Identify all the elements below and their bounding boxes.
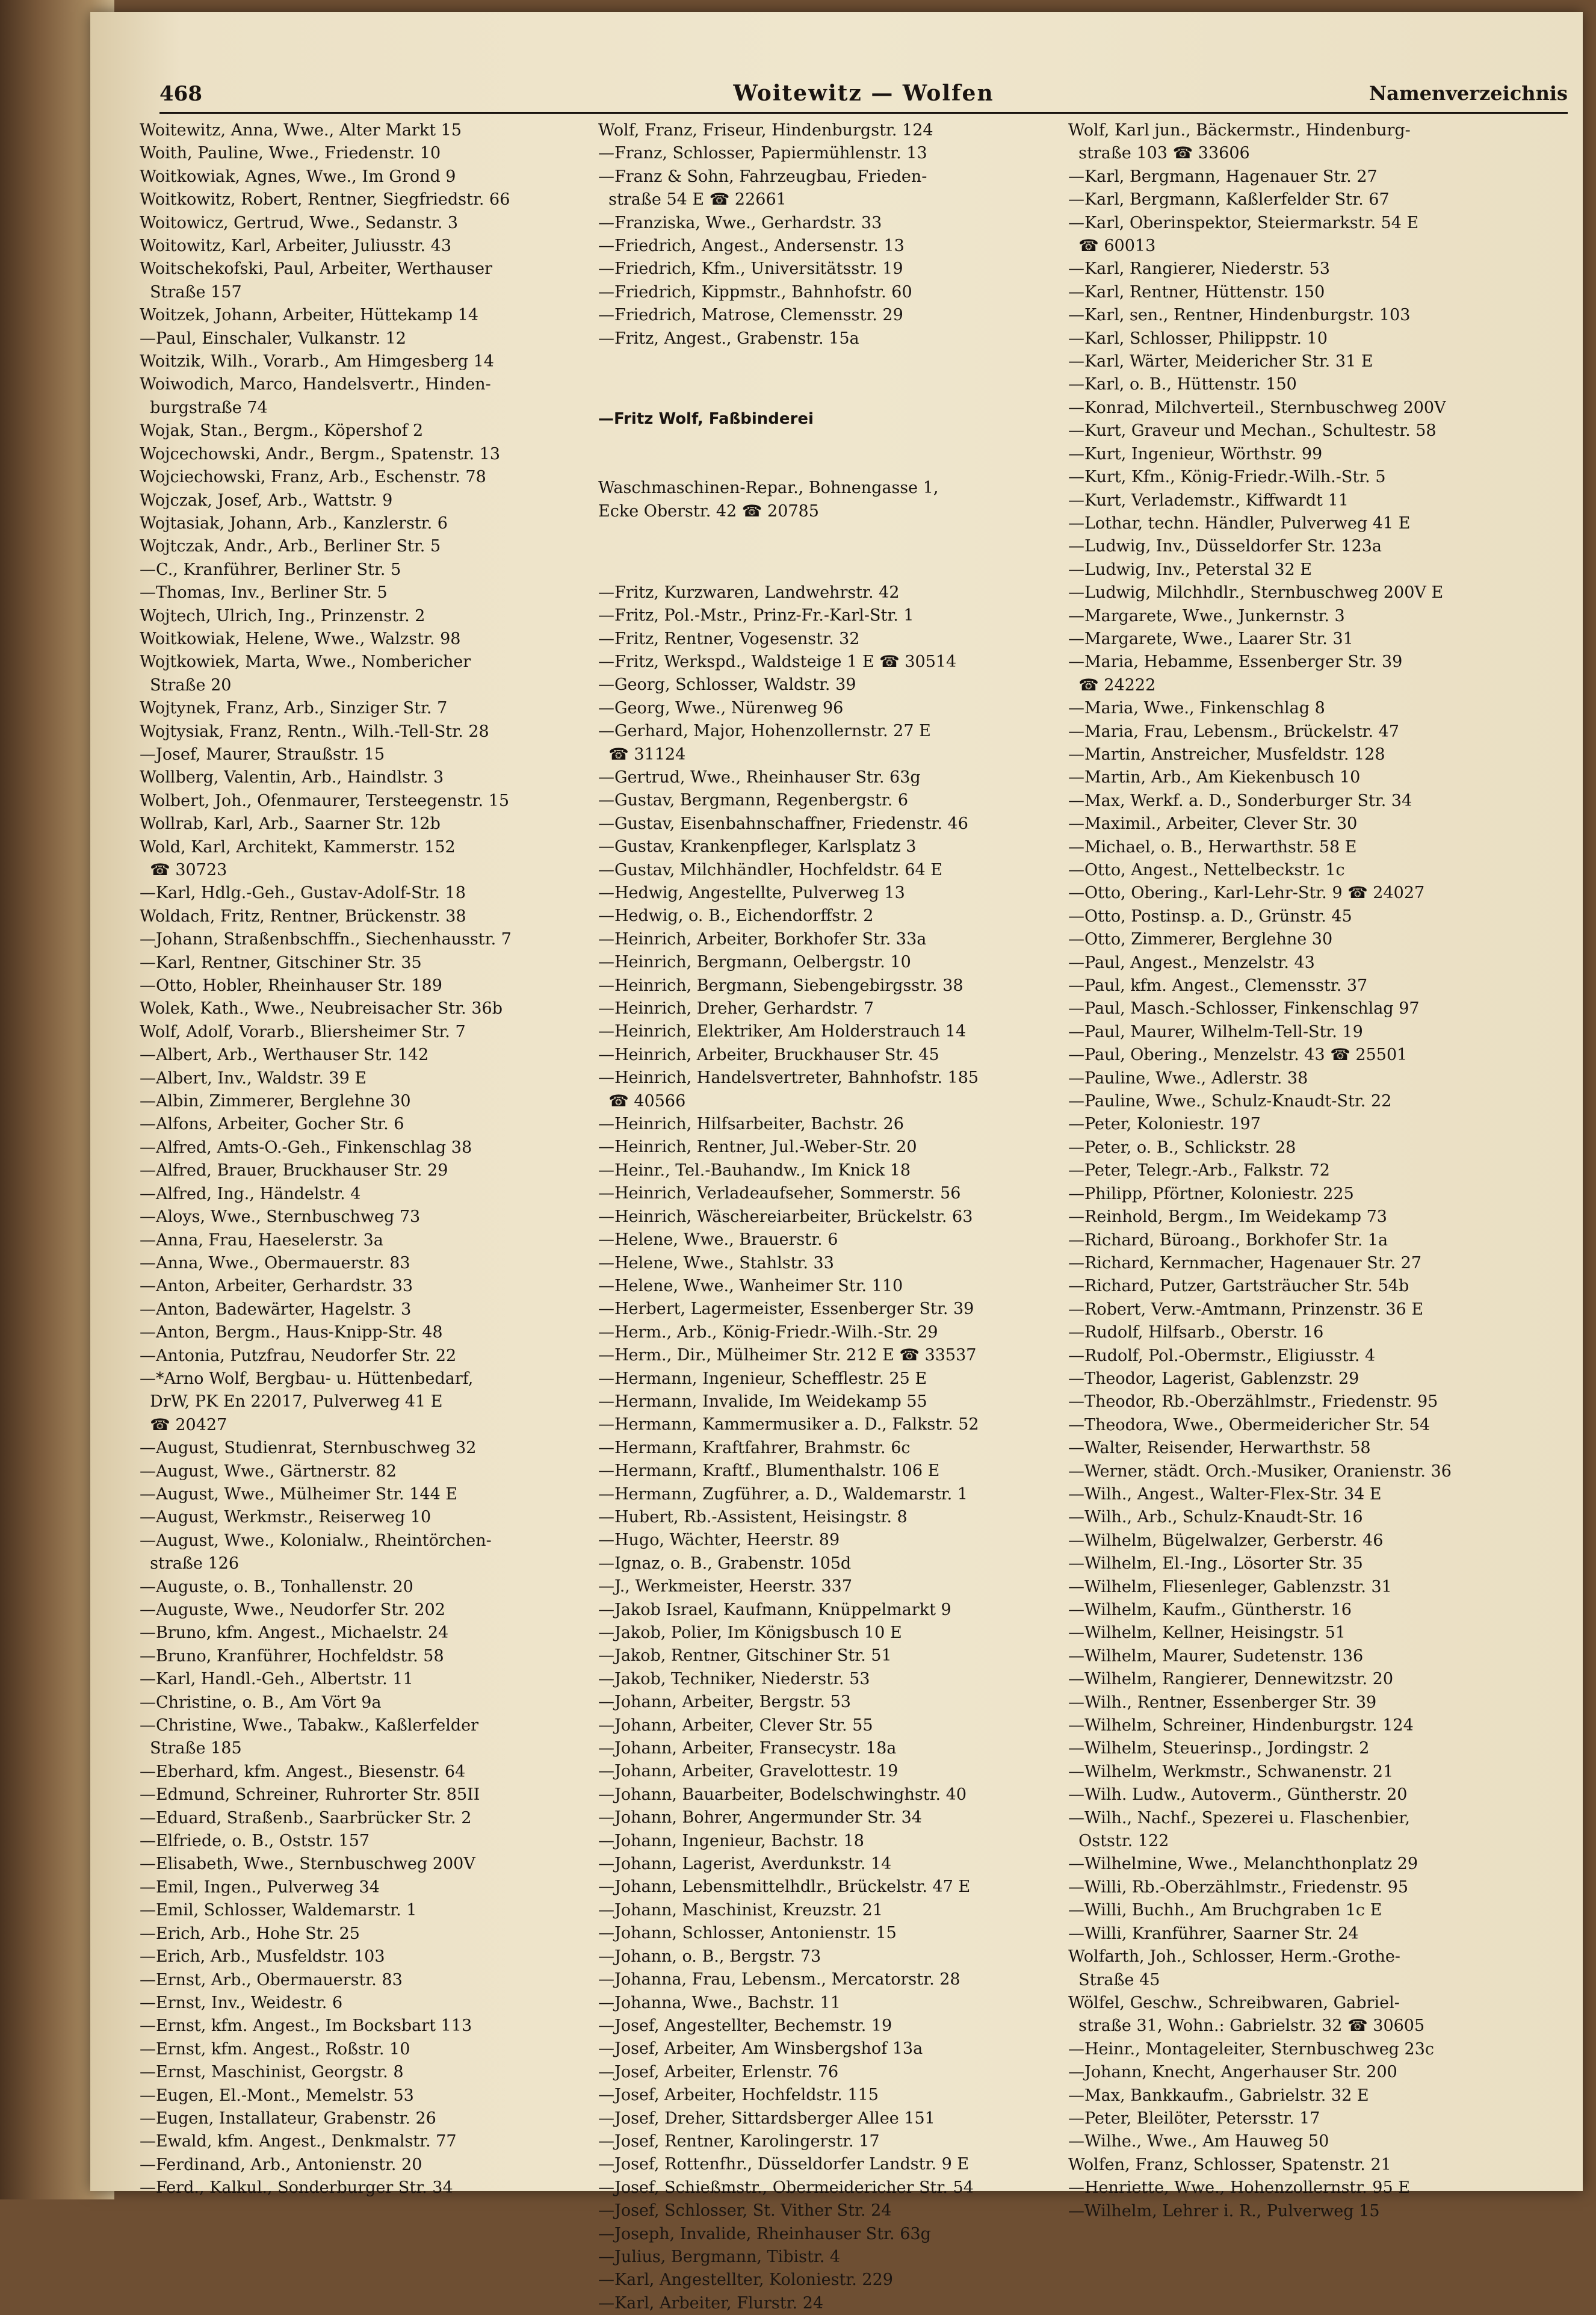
directory-entry-line: —Edmund, Schreiner, Ruhrorter Str. 85II	[140, 1785, 480, 1805]
directory-entry-line: Wollberg, Valentin, Arb., Haindlstr. 3	[140, 768, 444, 787]
directory-entry-line: —Alfred, Amts-O.-Geh., Finkenschlag 38	[140, 1138, 472, 1157]
directory-entry-line: —Wilhelm, Werkmstr., Schwanenstr. 21	[1068, 1762, 1394, 1781]
directory-entry-line: —Robert, Verw.-Amtmann, Prinzenstr. 36 E	[1068, 1300, 1424, 1319]
directory-entry-line: —Friedrich, Matrose, Clemensstr. 29	[598, 306, 903, 325]
directory-entry-line: —Bruno, kfm. Angest., Michaelstr. 24	[140, 1623, 449, 1643]
directory-entry-line: —Johann, Lebensmittelhdlr., Brückelstr. 47 E	[598, 1877, 971, 1897]
directory-entry-line: —Otto, Hobler, Rheinhauser Str. 189	[140, 976, 442, 996]
directory-entry-line: —Jakob, Techniker, Niederstr. 53	[598, 1669, 870, 1688]
directory-entry-line: —Josef, Rentner, Karolingerstr. 17	[598, 2131, 880, 2151]
directory-entry-line: —Johann, Bauarbeiter, Bodelschwinghstr. 40	[598, 1785, 967, 1804]
directory-entry-line: —Paul, Angest., Menzelstr. 43	[1068, 953, 1315, 972]
directory-entry-line: —Wilh., Rentner, Essenberger Str. 39	[1068, 1693, 1377, 1712]
directory-entry-line: —Karl, Bergmann, Hagenauer Str. 27	[1068, 167, 1378, 186]
directory-entry-line: straße 31, Wohn.: Gabrielstr. 32 ☎ 30605	[1068, 2016, 1425, 2036]
directory-entry-line: —Paul, Obering., Menzelstr. 43 ☎ 25501	[1068, 1046, 1408, 1065]
directory-entry-line: ☎ 40566	[598, 1091, 686, 1111]
directory-entry-line: —Theodor, Lagerist, Gablenzstr. 29	[1068, 1369, 1359, 1388]
directory-entry-line: —Fritz, Angest., Grabenstr. 15a	[598, 329, 859, 348]
directory-entry-line: —C., Kranführer, Berliner Str. 5	[140, 560, 401, 579]
directory-entry-line: —Alfred, Brauer, Bruckhauser Str. 29	[140, 1161, 448, 1180]
directory-entry-line: —Emil, Schlosser, Waldemarstr. 1	[140, 1901, 417, 1920]
directory-entry-line: Wojtynek, Franz, Arb., Sinziger Str. 7	[140, 699, 448, 718]
directory-entry-line: —Johanna, Frau, Lebensm., Mercatorstr. 28	[598, 1970, 960, 1989]
directory-entry-line: —Eduard, Straßenb., Saarbrücker Str. 2	[140, 1808, 472, 1827]
directory-entry-line: —Otto, Postinsp. a. D., Grünstr. 45	[1068, 906, 1352, 926]
directory-entry-line: —Johann, Arbeiter, Clever Str. 55	[598, 1715, 873, 1735]
directory-entry-line: —Eugen, Installateur, Grabenstr. 26	[140, 2109, 436, 2128]
directory-entry-line: —August, Werkmstr., Reiserweg 10	[140, 1508, 431, 1527]
directory-entry-line: —*Arno Wolf, Bergbau- u. Hüttenbedarf,	[140, 1369, 474, 1388]
directory-entry-line: —Hermann, Kraftf., Blumenthalstr. 106 E	[598, 1461, 940, 1481]
directory-entry-line: —Thomas, Inv., Berliner Str. 5	[140, 583, 388, 603]
directory-entry-line: —Hedwig, Angestellte, Pulverweg 13	[598, 884, 905, 902]
directory-entry-line: —Reinhold, Bergm., Im Weidekamp 73	[1068, 1207, 1387, 1227]
directory-entry-line: —Hermann, Invalide, Im Weidekamp 55	[598, 1392, 927, 1411]
directory-entry-line: —Wilh. Ludw., Autoverm., Güntherstr. 20	[1068, 1785, 1408, 1805]
directory-entry-line: straße 54 E ☎ 22661	[598, 190, 787, 209]
directory-entry-line: —Margarete, Wwe., Laarer Str. 31	[1068, 629, 1353, 648]
directory-entry-line: Straße 157	[140, 282, 242, 302]
directory-entry-line: Straße 20	[140, 675, 232, 695]
directory-entry-line: —Ernst, Inv., Weidestr. 6	[140, 1993, 343, 2012]
directory-entry-line: —Jakob, Rentner, Gitschiner Str. 51	[598, 1646, 892, 1666]
column-2-entries-before-ad	[598, 119, 1056, 350]
directory-entry-line: —Heinrich, Verladeaufseher, Sommerstr. 56	[598, 1184, 961, 1203]
directory-entry-line: —Maximil., Arbeiter, Clever Str. 30	[1068, 814, 1358, 834]
directory-entry-line: —Karl, o. B., Hüttenstr. 150	[1068, 375, 1297, 394]
directory-entry-line: —Karl, Arbeiter, Flurstr. 24	[598, 2293, 824, 2313]
directory-entry-line: —Otto, Zimmerer, Berglehne 30	[1068, 930, 1333, 949]
page-number: 468	[159, 82, 202, 106]
directory-entry-line: —Wilhelm, Kaufm., Güntherstr. 16	[1068, 1601, 1352, 1619]
directory-entry-line: —Peter, Koloniestr. 197	[1068, 1115, 1261, 1134]
directory-entry-line: —Wilhe., Wwe., Am Hauweg 50	[1068, 2132, 1329, 2151]
directory-entry-line: —Ludwig, Milchhdlr., Sternbuschweg 200V E	[1068, 583, 1444, 603]
directory-entry-line: —Lothar, techn. Händler, Pulverweg 41 E	[1068, 513, 1411, 533]
directory-entry-line: DrW, PK En 22017, Pulverweg 41 E	[140, 1392, 443, 1412]
directory-entry-line: —Wilh., Nachf., Spezerei u. Flaschenbier,	[1068, 1808, 1410, 1827]
directory-entry-line: —August, Studienrat, Sternbuschweg 32	[140, 1439, 477, 1458]
directory-entry-line: Wojtysiak, Franz, Rentn., Wilh.-Tell-Str. 28	[140, 722, 489, 741]
directory-entry-line: —Antonia, Putzfrau, Neudorfer Str. 22	[140, 1346, 457, 1365]
directory-entry-line: —Max, Werkf. a. D., Sonderburger Str. 34	[1068, 791, 1412, 810]
directory-entry-line: —Jakob, Polier, Im Königsbusch 10 E	[598, 1623, 902, 1642]
directory-entry-line: —Bruno, Kranführer, Hochfeldstr. 58	[140, 1646, 444, 1666]
directory-entry-line: —Wilhelmine, Wwe., Melanchthonplatz 29	[1068, 1855, 1418, 1874]
directory-entry-line: —Johann, o. B., Bergstr. 73	[598, 1947, 821, 1966]
directory-entry-line: —Heinrich, Handelsvertreter, Bahnhofstr. 185	[598, 1068, 979, 1088]
directory-entry-line: Wölfel, Geschw., Schreibwaren, Gabriel-	[1068, 1993, 1400, 2012]
directory-entry-line: —Max, Bankkaufm., Gabrielstr. 32 E	[1068, 2086, 1369, 2105]
directory-entry-line: Wojtasiak, Johann, Arb., Kanzlerstr. 6	[140, 513, 448, 533]
directory-entry-line: —Maria, Wwe., Finkenschlag 8	[1068, 699, 1325, 718]
directory-entry-line: —Johann, Ingenieur, Bachstr. 18	[598, 1831, 864, 1850]
directory-entry-line: —Josef, Schießmstr., Obermeidericher Str. 54	[598, 2178, 974, 2197]
directory-entry-line: —Konrad, Milchverteil., Sternbuschweg 200V	[1068, 398, 1446, 417]
directory-entry-line: —Martin, Arb., Am Kiekenbusch 10	[1068, 768, 1361, 787]
directory-entry-line: —Richard, Büroang., Borkhofer Str. 1a	[1068, 1230, 1388, 1250]
directory-entry-line: —Johann, Schlosser, Antonienstr. 15	[598, 1924, 897, 1943]
directory-entry-line: —Ernst, Maschinist, Georgstr. 8	[140, 2063, 404, 2082]
directory-entry-line: —Albert, Inv., Waldstr. 39 E	[140, 1068, 367, 1088]
directory-entry-line: —Albert, Arb., Werthauser Str. 142	[140, 1046, 429, 1065]
directory-entry-line: —Friedrich, Angest., Andersenstr. 13	[598, 237, 905, 256]
directory-entry-line: —Albin, Zimmerer, Berglehne 30	[140, 1092, 411, 1111]
directory-entry-line: ☎ 30723	[140, 861, 227, 879]
directory-entry-line: —Ferdinand, Arb., Antonienstr. 20	[140, 2155, 422, 2174]
directory-entry-line: —Johann, Arbeiter, Bergstr. 53	[598, 1693, 851, 1712]
directory-entry-line: —Kurt, Graveur und Mechan., Schultestr. 58	[1068, 421, 1437, 441]
directory-entry-line: —Peter, Bleilöter, Petersstr. 17	[1068, 2109, 1320, 2128]
directory-entry-line: —Helene, Wwe., Wanheimer Str. 110	[598, 1276, 903, 1295]
directory-entry-line: —Johann, Maschinist, Kreuzstr. 21	[598, 1900, 883, 1920]
directory-entry-line: —Erich, Arb., Hohe Str. 25	[140, 1924, 360, 1943]
directory-entry-line: —Wilhelm, Fliesenleger, Gablenzstr. 31	[1068, 1577, 1392, 1596]
directory-entry-line: —Heinrich, Arbeiter, Borkhofer Str. 33a	[598, 929, 927, 949]
directory-entry-line: —Margarete, Wwe., Junkernstr. 3	[1068, 606, 1345, 625]
directory-entry-line: —Franz & Sohn, Fahrzeugbau, Frieden-	[598, 167, 927, 186]
directory-entry-line: Wojtech, Ulrich, Ing., Prinzenstr. 2	[140, 606, 425, 625]
ad-text	[598, 477, 1056, 523]
directory-entry-line: —Heinr., Tel.-Bauhandw., Im Knick 18	[598, 1161, 911, 1180]
directory-entry-line: —Wilhelm, Bügelwalzer, Gerberstr. 46	[1068, 1531, 1384, 1550]
directory-entry-line: —Wilhelm, El.-Ing., Lösorter Str. 35	[1068, 1554, 1363, 1573]
directory-entry-line: —Heinrich, Elektriker, Am Holderstrauch 14	[598, 1022, 967, 1041]
directory-entry-line: —Richard, Kernmacher, Hagenauer Str. 27	[1068, 1253, 1421, 1272]
directory-entry-line: Woitkowiak, Agnes, Wwe., Im Grond 9	[140, 167, 456, 186]
directory-entry-line: —Paul, Masch.-Schlosser, Finkenschlag 97	[1068, 999, 1420, 1018]
directory-entry-line: —Heinrich, Bergmann, Siebengebirgsstr. 38	[598, 976, 963, 995]
directory-entry-line: —Martin, Anstreicher, Musfeldstr. 128	[1068, 745, 1385, 764]
directory-entry-line: —Emil, Ingen., Pulverweg 34	[140, 1877, 380, 1897]
directory-entry-line: —Karl, Schlosser, Philippstr. 10	[1068, 329, 1328, 348]
directory-entry-line: —Heinrich, Bergmann, Oelbergstr. 10	[598, 953, 911, 972]
directory-entry-line: —Ferd., Kalkul., Sonderburger Str. 34	[140, 2178, 453, 2198]
directory-entry-line: Wolbert, Joh., Ofenmaurer, Tersteegenstr. 15	[140, 791, 510, 810]
directory-entry-line: —Josef, Arbeiter, Hochfeldstr. 115	[598, 2086, 879, 2105]
directory-entry-line: —Herm., Arb., König-Friedr.-Wilh.-Str. 29	[598, 1322, 938, 1342]
directory-entry-line: —Fritz, Werkspd., Waldsteige 1 E ☎ 30514	[598, 652, 957, 671]
directory-entry-line: ☎ 31124	[598, 745, 686, 764]
directory-entry-line: —Karl, Handl.-Geh., Albertstr. 11	[140, 1670, 413, 1689]
directory-entry-line: —Karl, Rangierer, Niederstr. 53	[1068, 259, 1330, 279]
directory-entry-line: straße 126	[140, 1554, 240, 1573]
directory-entry-line: —Helene, Wwe., Stahlstr. 33	[598, 1253, 834, 1272]
directory-entry-line: —Josef, Dreher, Sittardsberger Allee 151	[598, 2109, 935, 2128]
directory-entry-line: —Johann, Arbeiter, Gravelottestr. 19	[598, 1762, 899, 1781]
directory-entry-line: —Kurt, Kfm., König-Friedr.-Wilh.-Str. 5	[1068, 468, 1386, 487]
directory-entry-line: —Heinrich, Arbeiter, Bruckhauser Str. 45	[598, 1045, 939, 1064]
directory-entry-line: —Theodora, Wwe., Obermeidericher Str. 54	[1068, 1415, 1431, 1434]
directory-entry-line: —Johanna, Wwe., Bachstr. 11	[598, 1993, 841, 2012]
directory-entry-line: —Hedwig, o. B., Eichendorffstr. 2	[598, 906, 874, 926]
directory-entry-line: —Walter, Reisender, Herwarthstr. 58	[1068, 1439, 1371, 1458]
directory-entry-line: —Josef, Schlosser, St. Vither Str. 24	[598, 2201, 892, 2220]
directory-entry-line: —Herbert, Lagermeister, Essenberger Str. 39	[598, 1300, 974, 1319]
directory-entry-line: —Wilhelm, Rangierer, Dennewitzstr. 20	[1068, 1670, 1394, 1689]
directory-entry-line: Wold, Karl, Architekt, Kammerstr. 152	[140, 837, 456, 857]
directory-entry-line: —Willi, Rb.-Oberzählmstr., Friedenstr. 95	[1068, 1877, 1409, 1897]
directory-entry-line: —Gustav, Bergmann, Regenbergstr. 6	[598, 791, 909, 810]
directory-entry-line: Woitkowitz, Robert, Rentner, Siegfriedstr. 66	[140, 190, 510, 209]
directory-entry-line: —Gustav, Krankenpfleger, Karlsplatz 3	[598, 837, 917, 857]
directory-entry-line: —Rudolf, Hilfsarb., Oberstr. 16	[1068, 1323, 1324, 1342]
directory-entry-line: —Christine, o. B., Am Vört 9a	[140, 1693, 382, 1712]
directory-entry-line: —Theodor, Rb.-Oberzählmstr., Friedenstr. 95	[1068, 1392, 1438, 1412]
directory-entry-line: —Gertrud, Wwe., Rheinhauser Str. 63g	[598, 767, 921, 787]
directory-entry-line: —Georg, Wwe., Nürenweg 96	[598, 698, 844, 717]
directory-entry-line: —Franziska, Wwe., Gerhardstr. 33	[598, 213, 882, 232]
directory-entry-line: —Eberhard, kfm. Angest., Biesenstr. 64	[140, 1762, 466, 1781]
directory-entry-line: —Paul, kfm. Angest., Clemensstr. 37	[1068, 976, 1368, 996]
directory-entry-line: —Otto, Obering., Karl-Lehr-Str. 9 ☎ 24027	[1068, 884, 1425, 903]
directory-entry-line: —Peter, o. B., Schlickstr. 28	[1068, 1138, 1296, 1157]
directory-entry-line: —Heinrich, Rentner, Jul.-Weber-Str. 20	[598, 1138, 917, 1157]
directory-entry-line: —Karl, Bergmann, Kaßlerfelder Str. 67	[1068, 190, 1390, 209]
directory-entry-line: —Eugen, El.-Mont., Memelstr. 53	[140, 2086, 414, 2105]
directory-entry-line: —Johann, Bohrer, Angermunder Str. 34	[598, 1808, 922, 1827]
directory-entry-line: Wojczak, Josef, Arb., Wattstr. 9	[140, 491, 393, 510]
directory-entry-line: Woitowicz, Gertrud, Wwe., Sedanstr. 3	[140, 213, 459, 232]
directory-entry-line: —Friedrich, Kfm., Universitätsstr. 19	[598, 259, 903, 279]
directory-entry-line: Wojtkowiek, Marta, Wwe., Nombericher	[140, 652, 471, 672]
directory-entry-line: Woitzik, Wilh., Vorarb., Am Himgesberg 14	[140, 352, 494, 371]
directory-entry-line: Wolf, Franz, Friseur, Hindenburgstr. 124	[598, 121, 933, 140]
directory-entry-line: —Peter, Telegr.-Arb., Falkstr. 72	[1068, 1161, 1330, 1180]
directory-entry-line: Wolf, Adolf, Vorarb., Bliersheimer Str. 7	[140, 1022, 466, 1041]
directory-entry-line: —Heinr., Montageleiter, Sternbuschweg 23c	[1068, 2039, 1435, 2059]
directory-entry-line: —Karl, Rentner, Hüttenstr. 150	[1068, 282, 1325, 302]
directory-entry-line: —Otto, Angest., Nettelbeckstr. 1c	[1068, 861, 1345, 879]
directory-entry-line: —Wilhelm, Schreiner, Hindenburgstr. 124	[1068, 1716, 1414, 1735]
directory-entry-line: Wojciechowski, Franz, Arb., Eschenstr. 78	[140, 468, 486, 487]
directory-entry-line: —Anton, Bergm., Haus-Knipp-Str. 48	[140, 1323, 443, 1342]
directory-entry-line: —Christine, Wwe., Tabakw., Kaßlerfelder	[140, 1716, 479, 1735]
directory-entry-line: —August, Wwe., Kolonialw., Rheintörchen-	[140, 1531, 492, 1550]
directory-entry-line: —Karl, sen., Rentner, Hindenburgstr. 103	[1068, 306, 1411, 325]
directory-entry-line: —August, Wwe., Mülheimer Str. 144 E	[140, 1484, 458, 1504]
directory-entry-line: —Karl, Hdlg.-Geh., Gustav-Adolf-Str. 18	[140, 884, 466, 903]
directory-entry-line: —Hugo, Wächter, Heerstr. 89	[598, 1531, 840, 1550]
directory-entry-line: —Josef, Arbeiter, Erlenstr. 76	[598, 2062, 839, 2081]
directory-entry-line: —Ernst, kfm. Angest., Im Bocksbart 113	[140, 2016, 472, 2036]
directory-entry-line: Woitschekofski, Paul, Arbeiter, Werthauser	[140, 259, 493, 279]
directory-entry-line: —Auguste, Wwe., Neudorfer Str. 202	[140, 1601, 445, 1619]
directory-entry-line: —Werner, städt. Orch.-Musiker, Oranienstr. 36	[1068, 1461, 1452, 1481]
directory-entry-line: —Fritz, Pol.-Mstr., Prinz-Fr.-Karl-Str. 1	[598, 606, 914, 625]
directory-entry-line: Wolf, Karl jun., Bäckermstr., Hindenburg-	[1068, 121, 1411, 140]
directory-entry-line: —Ludwig, Inv., Düsseldorfer Str. 123a	[1068, 537, 1382, 556]
directory-entry-line: —Anton, Arbeiter, Gerhardstr. 33	[140, 1277, 413, 1296]
page-header	[159, 78, 1568, 114]
directory-entry-line: —Johann, Arbeiter, Fransecystr. 18a	[598, 1739, 897, 1758]
directory-entry-line: —Richard, Putzer, Gartsträucher Str. 54b	[1068, 1277, 1409, 1296]
directory-entry-line: —Kurt, Verlademstr., Kiffwardt 11	[1068, 491, 1349, 510]
directory-entry-line: —Alfred, Ing., Händelstr. 4	[140, 1184, 361, 1203]
directory-entry-line: —Henriette, Wwe., Hohenzollernstr. 95 E	[1068, 2178, 1410, 2198]
directory-entry-line: —Johann, Lagerist, Averdunkstr. 14	[598, 1855, 892, 1874]
directory-entry-line: Straße 45	[1068, 1970, 1160, 1989]
directory-entry-line: Wolek, Kath., Wwe., Neubreisacher Str. 36b	[140, 999, 503, 1018]
directory-entry-line: —Ernst, Arb., Obermauerstr. 83	[140, 1970, 403, 1989]
directory-entry-line: —Kurt, Ingenieur, Wörthstr. 99	[1068, 444, 1323, 463]
fritz-wolf-advertisement	[598, 361, 1056, 569]
directory-entry-line: —Johann, Knecht, Angerhauser Str. 200	[1068, 2063, 1397, 2082]
directory-entry-line: Oststr. 122	[1068, 1832, 1169, 1851]
directory-entry-line: Wojtczak, Andr., Arb., Berliner Str. 5	[140, 537, 441, 556]
directory-entry-line: —Friedrich, Kippmstr., Bahnhofstr. 60	[598, 282, 912, 302]
column-1	[140, 119, 597, 2198]
section-title: Namenverzeichnis	[1369, 82, 1568, 105]
directory-entry-line: —Wilh., Angest., Walter-Flex-Str. 34 E	[1068, 1484, 1382, 1504]
directory-entry-line: Woitkowiak, Helene, Wwe., Walzstr. 98	[140, 629, 461, 648]
directory-entry-line: Wojcechowski, Andr., Bergm., Spatenstr. 13	[140, 444, 501, 463]
directory-entry-line: ☎ 20427	[140, 1415, 227, 1434]
directory-entry-line: —Elfriede, o. B., Oststr. 157	[140, 1832, 370, 1851]
directory-entry-line: —Heinrich, Wäschereiarbeiter, Brückelstr. 63	[598, 1207, 973, 1226]
directory-entry-line: —Maria, Frau, Lebensm., Brückelstr. 47	[1068, 722, 1400, 741]
directory-entry-line: ☎ 24222	[1068, 675, 1156, 695]
directory-entry-line: —Auguste, o. B., Tonhallenstr. 20	[140, 1577, 413, 1596]
directory-entry-line: —Fritz, Kurzwaren, Landwehrstr. 42	[598, 583, 900, 602]
directory-entry-line: —Erich, Arb., Musfeldstr. 103	[140, 1947, 385, 1966]
directory-entry-line: —Willi, Kranführer, Saarner Str. 24	[1068, 1924, 1359, 1943]
directory-entry-line: Woitewitz, Anna, Wwe., Alter Markt 15	[140, 121, 462, 140]
directory-entry-line: —Ignaz, o. B., Grabenstr. 105d	[598, 1554, 852, 1573]
directory-entry-line: Straße 185	[140, 1739, 242, 1758]
directory-entry-line: —Julius, Bergmann, Tibistr. 4	[598, 2247, 841, 2266]
column-3	[1068, 119, 1526, 2220]
directory-entry-line: —Franz, Schlosser, Papiermühlenstr. 13	[598, 144, 927, 163]
directory-entry-line: —Anton, Badewärter, Hagelstr. 3	[140, 1300, 412, 1319]
directory-entry-line: —Pauline, Wwe., Adlerstr. 38	[1068, 1068, 1308, 1088]
directory-entry-line: —Jakob Israel, Kaufmann, Knüppelmarkt 9	[598, 1600, 951, 1619]
directory-entry-line: —Karl, Oberinspektor, Steiermarkstr. 54 E	[1068, 213, 1419, 232]
directory-entry-line: Woldach, Fritz, Rentner, Brückenstr. 38	[140, 906, 466, 926]
directory-entry-line: —Heinrich, Hilfsarbeiter, Bachstr. 26	[598, 1115, 904, 1134]
directory-entry-line: —Wilhelm, Maurer, Sudetenstr. 136	[1068, 1646, 1364, 1666]
directory-entry-line: —Wilhelm, Lehrer i. R., Pulverweg 15	[1068, 2201, 1380, 2220]
directory-entry-line: —Maria, Hebamme, Essenberger Str. 39	[1068, 652, 1403, 672]
directory-entry-line: —Hubert, Rb.-Assistent, Heisingstr. 8	[598, 1507, 908, 1526]
directory-page	[90, 12, 1583, 2313]
directory-entry-line: Wollrab, Karl, Arb., Saarner Str. 12b	[140, 814, 441, 834]
directory-entry-line: —August, Wwe., Gärtnerstr. 82	[140, 1461, 397, 1481]
directory-entry-line: Woitowitz, Karl, Arbeiter, Juliusstr. 43	[140, 237, 452, 256]
directory-entry-line: —Heinrich, Dreher, Gerhardstr. 7	[598, 999, 874, 1018]
directory-entry-line: —Karl, Wärter, Meidericher Str. 31 E	[1068, 352, 1373, 371]
directory-entry-line: ☎ 60013	[1068, 237, 1156, 256]
directory-entry-line: —Josef, Arbeiter, Am Winsbergshof 13a	[598, 2039, 923, 2059]
directory-entry-line: —Anna, Frau, Haeselerstr. 3a	[140, 1230, 383, 1250]
directory-entry-line: Wolfen, Franz, Schlosser, Spatenstr. 21	[1068, 2155, 1391, 2174]
column-2-entries-after-ad	[598, 581, 1056, 2315]
directory-entry-line: —Wilhelm, Kellner, Heisingstr. 51	[1068, 1623, 1346, 1643]
ad-title: —Fritz Wolf, Faßbinderei	[598, 409, 814, 428]
directory-entry-line: —Karl, Rentner, Gitschiner Str. 35	[140, 953, 422, 972]
page-title: Woitewitz — Wolfen	[733, 81, 994, 106]
directory-entry-line: —Philipp, Pförtner, Koloniestr. 225	[1068, 1184, 1354, 1203]
directory-entry-line: —Georg, Schlosser, Waldstr. 39	[598, 675, 856, 695]
directory-entry-line: —J., Werkmeister, Heerstr. 337	[598, 1577, 853, 1596]
directory-entry-line: —Pauline, Wwe., Schulz-Knaudt-Str. 22	[1068, 1092, 1392, 1111]
directory-entry-line: —Rudolf, Pol.-Obermstr., Eligiusstr. 4	[1068, 1346, 1376, 1365]
directory-entry-line: burgstraße 74	[140, 398, 268, 417]
directory-entry-line: —Herm., Dir., Mülheimer Str. 212 E ☎ 33537	[598, 1346, 977, 1365]
directory-entry-line: —Hermann, Ingenieur, Schefflestr. 25 E	[598, 1369, 927, 1388]
directory-entry-line: —Aloys, Wwe., Sternbuschweg 73	[140, 1207, 421, 1227]
directory-entry-line: —Gerhard, Major, Hohenzollernstr. 27 E	[598, 722, 931, 741]
directory-entry-line: Wolfarth, Joh., Schlosser, Herm.-Grothe-	[1068, 1947, 1400, 1966]
directory-entry-line: Wojak, Stan., Bergm., Köpershof 2	[140, 421, 424, 441]
directory-entry-line: —Wilhelm, Steuerinsp., Jordingstr. 2	[1068, 1739, 1370, 1758]
directory-entry-line: —Anna, Wwe., Obermauerstr. 83	[140, 1253, 410, 1272]
directory-entry-line: —Fritz, Rentner, Vogesenstr. 32	[598, 629, 860, 648]
directory-entry-line: —Paul, Einschaler, Vulkanstr. 12	[140, 329, 406, 348]
column-2	[598, 119, 1056, 2313]
directory-entry-line: —Hermann, Kammermusiker a. D., Falkstr. 52	[598, 1415, 979, 1434]
directory-entry-line: —Gustav, Eisenbahnschaffner, Friedenstr. 46	[598, 814, 968, 833]
directory-entry-line: —Karl, Angestellter, Koloniestr. 229	[598, 2270, 893, 2290]
directory-entry-line: —Hermann, Kraftfahrer, Brahmstr. 6c	[598, 1438, 911, 1457]
directory-entry-line: Woitzek, Johann, Arbeiter, Hüttekamp 14	[140, 306, 479, 325]
directory-entry-line: —Josef, Maurer, Straußstr. 15	[140, 745, 385, 764]
directory-entry-line: straße 103 ☎ 33606	[1068, 144, 1250, 163]
directory-entry-line: —Ernst, kfm. Angest., Roßstr. 10	[140, 2039, 410, 2059]
directory-entry-line: Woith, Pauline, Wwe., Friedenstr. 10	[140, 144, 441, 163]
directory-entry-line: —Paul, Maurer, Wilhelm-Tell-Str. 19	[1068, 1022, 1363, 1041]
directory-entry-line: —Joseph, Invalide, Rheinhauser Str. 63g	[598, 2224, 931, 2243]
directory-entry-line: Ecke Oberstr. 42 ☎ 20785	[598, 501, 819, 521]
directory-entry-line: —Gustav, Milchhändler, Hochfeldstr. 64 E	[598, 860, 942, 879]
directory-entry-line: —Helene, Wwe., Brauerstr. 6	[598, 1230, 838, 1250]
directory-entry-line: —Wilh., Arb., Schulz-Knaudt-Str. 16	[1068, 1508, 1363, 1527]
directory-entry-line: —Josef, Angestellter, Bechemstr. 19	[598, 2016, 892, 2035]
directory-entry-line: —Josef, Rottenfhr., Düsseldorfer Landstr. 9 E	[598, 2155, 970, 2174]
directory-entry-line: Waschmaschinen-Repar., Bohnengasse 1,	[598, 479, 939, 498]
directory-entry-line: —Willi, Buchh., Am Bruchgraben 1c E	[1068, 1901, 1382, 1920]
directory-entry-line: —Elisabeth, Wwe., Sternbuschweg 200V	[140, 1855, 475, 1874]
directory-entry-line: —Alfons, Arbeiter, Gocher Str. 6	[140, 1115, 404, 1134]
directory-entry-line: —Ludwig, Inv., Peterstal 32 E	[1068, 560, 1312, 579]
directory-entry-line: —Hermann, Zugführer, a. D., Waldemarstr. 1	[598, 1484, 968, 1504]
directory-entry-line: —Michael, o. B., Herwarthstr. 58 E	[1068, 837, 1357, 857]
directory-entry-line: —Ewald, kfm. Angest., Denkmalstr. 77	[140, 2132, 457, 2151]
directory-entry-line: —Johann, Straßenbschffn., Siechenhausstr. 7	[140, 930, 512, 949]
directory-entry-line: Woiwodich, Marco, Handelsvertr., Hinden-	[140, 375, 491, 394]
